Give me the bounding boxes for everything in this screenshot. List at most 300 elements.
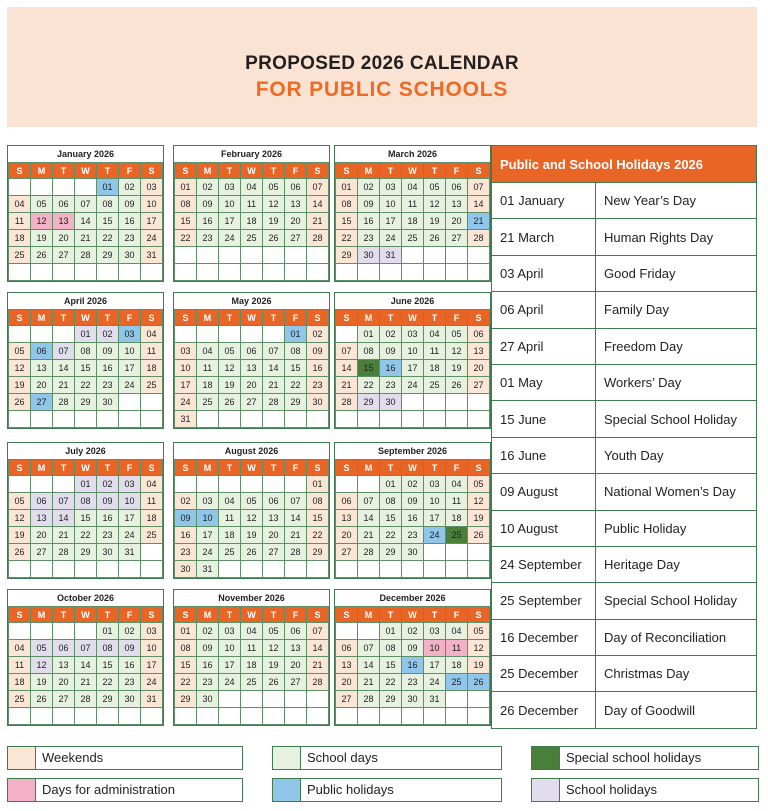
day-cell: 20 xyxy=(263,527,285,544)
day-cell: 10 xyxy=(424,493,446,510)
empty-cell xyxy=(197,708,219,725)
empty-cell xyxy=(424,394,446,411)
day-cell: 21 xyxy=(468,213,490,230)
legend-school-days xyxy=(272,746,502,770)
empty-cell xyxy=(53,476,75,493)
day-cell: 04 xyxy=(197,343,219,360)
day-cell: 14 xyxy=(75,657,97,674)
weekday-header: T xyxy=(97,310,119,326)
empty-cell xyxy=(9,476,31,493)
day-cell: 17 xyxy=(402,360,424,377)
weekday-header: S xyxy=(468,607,490,623)
day-cell: 04 xyxy=(219,493,241,510)
weekday-header: S xyxy=(175,310,197,326)
day-cell: 02 xyxy=(197,623,219,640)
day-cell: 01 xyxy=(307,476,329,493)
empty-cell xyxy=(285,561,307,578)
empty-cell xyxy=(31,326,53,343)
weekday-header: T xyxy=(263,607,285,623)
legend-school-holidays xyxy=(531,778,759,802)
day-cell: 28 xyxy=(53,394,75,411)
day-cell: 06 xyxy=(31,493,53,510)
empty-cell xyxy=(197,411,219,428)
day-cell: 24 xyxy=(219,230,241,247)
day-cell: 10 xyxy=(219,196,241,213)
day-cell: 29 xyxy=(285,394,307,411)
weekday-header: F xyxy=(446,460,468,476)
day-cell: 23 xyxy=(402,527,424,544)
day-cell: 03 xyxy=(219,179,241,196)
weekday-header: S xyxy=(468,310,490,326)
empty-cell xyxy=(336,708,358,725)
empty-cell xyxy=(285,691,307,708)
day-cell: 17 xyxy=(219,213,241,230)
day-cell: 25 xyxy=(9,247,31,264)
day-cell: 28 xyxy=(358,691,380,708)
day-cell: 25 xyxy=(402,230,424,247)
weekday-header: M xyxy=(358,607,380,623)
day-cell: 27 xyxy=(241,394,263,411)
day-cell: 26 xyxy=(263,230,285,247)
empty-cell xyxy=(468,264,490,281)
holiday-row xyxy=(492,401,757,437)
day-cell: 03 xyxy=(197,493,219,510)
empty-cell xyxy=(219,561,241,578)
empty-cell xyxy=(175,708,197,725)
holiday-name: Youth Day xyxy=(596,437,757,473)
empty-cell xyxy=(402,264,424,281)
day-cell: 05 xyxy=(468,623,490,640)
holiday-row xyxy=(492,364,757,400)
day-cell: 29 xyxy=(75,394,97,411)
day-cell: 27 xyxy=(53,691,75,708)
day-cell: 19 xyxy=(241,527,263,544)
day-cell: 11 xyxy=(141,343,163,360)
day-cell: 06 xyxy=(241,343,263,360)
day-cell: 28 xyxy=(53,544,75,561)
day-cell: 24 xyxy=(424,674,446,691)
day-cell: 15 xyxy=(380,510,402,527)
empty-cell xyxy=(263,264,285,281)
empty-cell xyxy=(9,326,31,343)
day-cell: 04 xyxy=(446,476,468,493)
weekday-header: W xyxy=(241,163,263,179)
empty-cell xyxy=(307,708,329,725)
empty-cell xyxy=(263,561,285,578)
day-cell: 13 xyxy=(285,640,307,657)
day-cell: 15 xyxy=(97,213,119,230)
day-cell: 18 xyxy=(241,657,263,674)
empty-cell xyxy=(53,179,75,196)
empty-cell xyxy=(141,264,163,281)
day-cell: 15 xyxy=(75,510,97,527)
holiday-row xyxy=(492,219,757,255)
day-cell: 13 xyxy=(263,510,285,527)
legend-swatch xyxy=(273,747,301,769)
day-cell: 14 xyxy=(358,657,380,674)
day-cell: 31 xyxy=(175,411,197,428)
day-cell: 30 xyxy=(358,247,380,264)
empty-cell xyxy=(402,561,424,578)
holiday-name: National Women’s Day xyxy=(596,474,757,510)
weekday-header: S xyxy=(336,310,358,326)
holiday-row xyxy=(492,183,757,219)
day-cell: 14 xyxy=(358,510,380,527)
weekday-header: S xyxy=(141,460,163,476)
day-cell: 12 xyxy=(9,360,31,377)
empty-cell xyxy=(285,264,307,281)
empty-cell xyxy=(31,476,53,493)
holiday-name: Human Rights Day xyxy=(596,219,757,255)
day-cell: 19 xyxy=(468,510,490,527)
day-cell: 05 xyxy=(468,476,490,493)
month-calendar xyxy=(7,442,164,579)
day-cell: 20 xyxy=(336,527,358,544)
day-cell: 28 xyxy=(468,230,490,247)
day-cell: 22 xyxy=(97,230,119,247)
day-cell: 02 xyxy=(97,476,119,493)
empty-cell xyxy=(402,247,424,264)
day-cell: 18 xyxy=(9,674,31,691)
day-cell: 11 xyxy=(219,510,241,527)
day-cell: 09 xyxy=(97,343,119,360)
day-cell: 10 xyxy=(197,510,219,527)
day-cell: 06 xyxy=(336,640,358,657)
day-cell: 23 xyxy=(119,230,141,247)
day-cell: 30 xyxy=(380,394,402,411)
empty-cell xyxy=(75,708,97,725)
day-cell: 10 xyxy=(380,196,402,213)
day-cell: 21 xyxy=(53,527,75,544)
day-cell: 10 xyxy=(175,360,197,377)
day-cell: 05 xyxy=(31,640,53,657)
day-cell: 01 xyxy=(175,179,197,196)
empty-cell xyxy=(263,411,285,428)
day-cell: 09 xyxy=(402,640,424,657)
day-cell: 15 xyxy=(307,510,329,527)
day-cell: 05 xyxy=(241,493,263,510)
day-cell: 03 xyxy=(141,623,163,640)
empty-cell xyxy=(241,708,263,725)
weekday-header: M xyxy=(197,607,219,623)
empty-cell xyxy=(358,623,380,640)
holiday-row xyxy=(492,619,757,655)
empty-cell xyxy=(468,411,490,428)
day-cell: 09 xyxy=(402,493,424,510)
weekday-header: W xyxy=(402,460,424,476)
day-cell: 11 xyxy=(402,196,424,213)
day-cell: 29 xyxy=(380,544,402,561)
empty-cell xyxy=(336,264,358,281)
empty-cell xyxy=(97,411,119,428)
empty-cell xyxy=(285,411,307,428)
day-cell: 07 xyxy=(75,640,97,657)
empty-cell xyxy=(53,326,75,343)
holiday-row xyxy=(492,437,757,473)
day-cell: 15 xyxy=(336,213,358,230)
day-cell: 24 xyxy=(141,230,163,247)
legend-swatch xyxy=(273,779,301,801)
empty-cell xyxy=(175,247,197,264)
day-cell: 10 xyxy=(402,343,424,360)
weekday-header: W xyxy=(241,310,263,326)
day-cell: 26 xyxy=(424,230,446,247)
page-subtitle: FOR PUBLIC SCHOOLS xyxy=(255,78,509,101)
day-cell: 18 xyxy=(141,360,163,377)
weekday-header: F xyxy=(446,163,468,179)
day-cell: 30 xyxy=(97,544,119,561)
weekday-header: T xyxy=(380,460,402,476)
holiday-row xyxy=(492,292,757,328)
day-cell: 21 xyxy=(307,657,329,674)
day-cell: 10 xyxy=(119,493,141,510)
day-cell: 16 xyxy=(97,510,119,527)
legend-label: Public holidays xyxy=(307,782,394,797)
day-cell: 06 xyxy=(31,343,53,360)
holiday-row xyxy=(492,510,757,546)
weekday-header: F xyxy=(285,310,307,326)
day-cell: 29 xyxy=(307,544,329,561)
holiday-row xyxy=(492,328,757,364)
day-cell: 03 xyxy=(380,179,402,196)
empty-cell xyxy=(446,394,468,411)
holiday-name: Special School Holiday xyxy=(596,583,757,619)
empty-cell xyxy=(424,411,446,428)
day-cell: 02 xyxy=(175,493,197,510)
month-calendar xyxy=(7,292,164,429)
day-cell: 11 xyxy=(9,213,31,230)
day-cell: 02 xyxy=(358,179,380,196)
holiday-date: 01 January xyxy=(492,183,596,219)
day-cell: 13 xyxy=(336,657,358,674)
day-cell: 15 xyxy=(97,657,119,674)
day-cell: 28 xyxy=(307,674,329,691)
day-cell: 22 xyxy=(285,377,307,394)
weekday-header: S xyxy=(141,163,163,179)
holiday-date: 06 April xyxy=(492,292,596,328)
day-cell: 07 xyxy=(358,640,380,657)
weekday-header: S xyxy=(307,163,329,179)
month-name: August 2026 xyxy=(224,446,279,456)
weekday-header: S xyxy=(141,310,163,326)
day-cell: 28 xyxy=(307,230,329,247)
weekday-header: T xyxy=(97,607,119,623)
day-cell: 18 xyxy=(141,510,163,527)
day-cell: 02 xyxy=(307,326,329,343)
weekday-header: F xyxy=(285,163,307,179)
empty-cell xyxy=(307,264,329,281)
month-name: September 2026 xyxy=(377,446,448,456)
day-cell: 13 xyxy=(53,657,75,674)
day-cell: 23 xyxy=(380,377,402,394)
day-cell: 13 xyxy=(336,510,358,527)
day-cell: 14 xyxy=(263,360,285,377)
empty-cell xyxy=(241,326,263,343)
day-cell: 23 xyxy=(97,527,119,544)
day-cell: 07 xyxy=(468,179,490,196)
empty-cell xyxy=(307,411,329,428)
day-cell: 21 xyxy=(358,527,380,544)
day-cell: 06 xyxy=(285,623,307,640)
empty-cell xyxy=(53,708,75,725)
day-cell: 08 xyxy=(75,493,97,510)
empty-cell xyxy=(97,561,119,578)
day-cell: 29 xyxy=(97,247,119,264)
empty-cell xyxy=(307,247,329,264)
legend-swatch xyxy=(532,747,560,769)
holiday-date: 26 December xyxy=(492,692,596,728)
day-cell: 09 xyxy=(119,196,141,213)
day-cell: 04 xyxy=(141,476,163,493)
day-cell: 11 xyxy=(241,640,263,657)
day-cell: 05 xyxy=(424,179,446,196)
empty-cell xyxy=(336,561,358,578)
empty-cell xyxy=(402,394,424,411)
empty-cell xyxy=(336,476,358,493)
legend-weekends xyxy=(7,746,243,770)
day-cell: 16 xyxy=(307,360,329,377)
empty-cell xyxy=(97,708,119,725)
day-cell: 21 xyxy=(263,377,285,394)
day-cell: 15 xyxy=(75,360,97,377)
day-cell: 18 xyxy=(402,213,424,230)
empty-cell xyxy=(119,411,141,428)
day-cell: 28 xyxy=(358,544,380,561)
day-cell: 08 xyxy=(285,343,307,360)
legend-swatch xyxy=(8,779,36,801)
month-calendar xyxy=(334,145,491,282)
day-cell: 13 xyxy=(53,213,75,230)
day-cell: 27 xyxy=(53,247,75,264)
day-cell: 23 xyxy=(175,544,197,561)
day-cell: 10 xyxy=(119,343,141,360)
empty-cell xyxy=(119,394,141,411)
header-banner xyxy=(7,7,757,127)
month-calendar xyxy=(334,442,491,579)
day-cell: 12 xyxy=(468,640,490,657)
day-cell: 30 xyxy=(197,691,219,708)
day-cell: 14 xyxy=(285,510,307,527)
empty-cell xyxy=(446,544,468,561)
day-cell: 11 xyxy=(241,196,263,213)
legend-public-holidays xyxy=(272,778,502,802)
month-name: April 2026 xyxy=(63,296,108,306)
day-cell: 04 xyxy=(9,196,31,213)
empty-cell xyxy=(119,708,141,725)
day-cell: 05 xyxy=(263,179,285,196)
day-cell: 29 xyxy=(336,247,358,264)
legend-label: Weekends xyxy=(42,750,104,765)
day-cell: 25 xyxy=(241,230,263,247)
weekday-header: T xyxy=(380,310,402,326)
day-cell: 22 xyxy=(307,527,329,544)
day-cell: 24 xyxy=(175,394,197,411)
month-name: March 2026 xyxy=(387,149,438,159)
day-cell: 11 xyxy=(197,360,219,377)
empty-cell xyxy=(241,691,263,708)
day-cell: 16 xyxy=(119,213,141,230)
month-name: July 2026 xyxy=(65,446,106,456)
day-cell: 30 xyxy=(402,544,424,561)
empty-cell xyxy=(9,561,31,578)
day-cell: 25 xyxy=(424,377,446,394)
day-cell: 02 xyxy=(119,623,141,640)
weekday-header: S xyxy=(336,163,358,179)
holiday-date: 15 June xyxy=(492,401,596,437)
legend-label: School holidays xyxy=(566,782,658,797)
day-cell: 25 xyxy=(219,544,241,561)
empty-cell xyxy=(9,708,31,725)
day-cell: 15 xyxy=(175,213,197,230)
empty-cell xyxy=(197,247,219,264)
day-cell: 26 xyxy=(446,377,468,394)
day-cell: 09 xyxy=(380,343,402,360)
day-cell: 31 xyxy=(141,247,163,264)
day-cell: 15 xyxy=(285,360,307,377)
day-cell: 13 xyxy=(468,343,490,360)
weekday-header: S xyxy=(175,607,197,623)
legend-label: Days for administration xyxy=(42,782,175,797)
empty-cell xyxy=(424,544,446,561)
weekday-header: T xyxy=(263,163,285,179)
weekday-header: M xyxy=(197,460,219,476)
day-cell: 13 xyxy=(31,510,53,527)
day-cell: 07 xyxy=(75,196,97,213)
day-cell: 02 xyxy=(402,623,424,640)
empty-cell xyxy=(263,326,285,343)
empty-cell xyxy=(219,326,241,343)
day-cell: 28 xyxy=(75,247,97,264)
day-cell: 20 xyxy=(241,377,263,394)
holiday-date: 16 June xyxy=(492,437,596,473)
day-cell: 14 xyxy=(307,640,329,657)
day-cell: 03 xyxy=(424,476,446,493)
day-cell: 18 xyxy=(219,527,241,544)
empty-cell xyxy=(424,247,446,264)
day-cell: 13 xyxy=(31,360,53,377)
empty-cell xyxy=(141,544,163,561)
day-cell: 25 xyxy=(141,527,163,544)
day-cell: 01 xyxy=(336,179,358,196)
day-cell: 28 xyxy=(336,394,358,411)
day-cell: 20 xyxy=(285,213,307,230)
day-cell: 28 xyxy=(75,691,97,708)
empty-cell xyxy=(446,264,468,281)
day-cell: 18 xyxy=(446,510,468,527)
weekday-header: W xyxy=(241,607,263,623)
day-cell: 20 xyxy=(31,377,53,394)
holiday-date: 03 April xyxy=(492,255,596,291)
holiday-date: 24 September xyxy=(492,546,596,582)
day-cell: 12 xyxy=(424,196,446,213)
empty-cell xyxy=(53,561,75,578)
day-cell: 09 xyxy=(97,493,119,510)
empty-cell xyxy=(141,411,163,428)
day-cell: 11 xyxy=(446,493,468,510)
day-cell: 01 xyxy=(75,476,97,493)
day-cell: 04 xyxy=(241,623,263,640)
month-calendar xyxy=(173,292,330,429)
day-cell: 10 xyxy=(424,640,446,657)
day-cell: 19 xyxy=(263,657,285,674)
day-cell: 16 xyxy=(119,657,141,674)
day-cell: 14 xyxy=(336,360,358,377)
day-cell: 03 xyxy=(175,343,197,360)
weekday-header: F xyxy=(119,163,141,179)
empty-cell xyxy=(446,708,468,725)
day-cell: 25 xyxy=(9,691,31,708)
day-cell: 26 xyxy=(241,544,263,561)
